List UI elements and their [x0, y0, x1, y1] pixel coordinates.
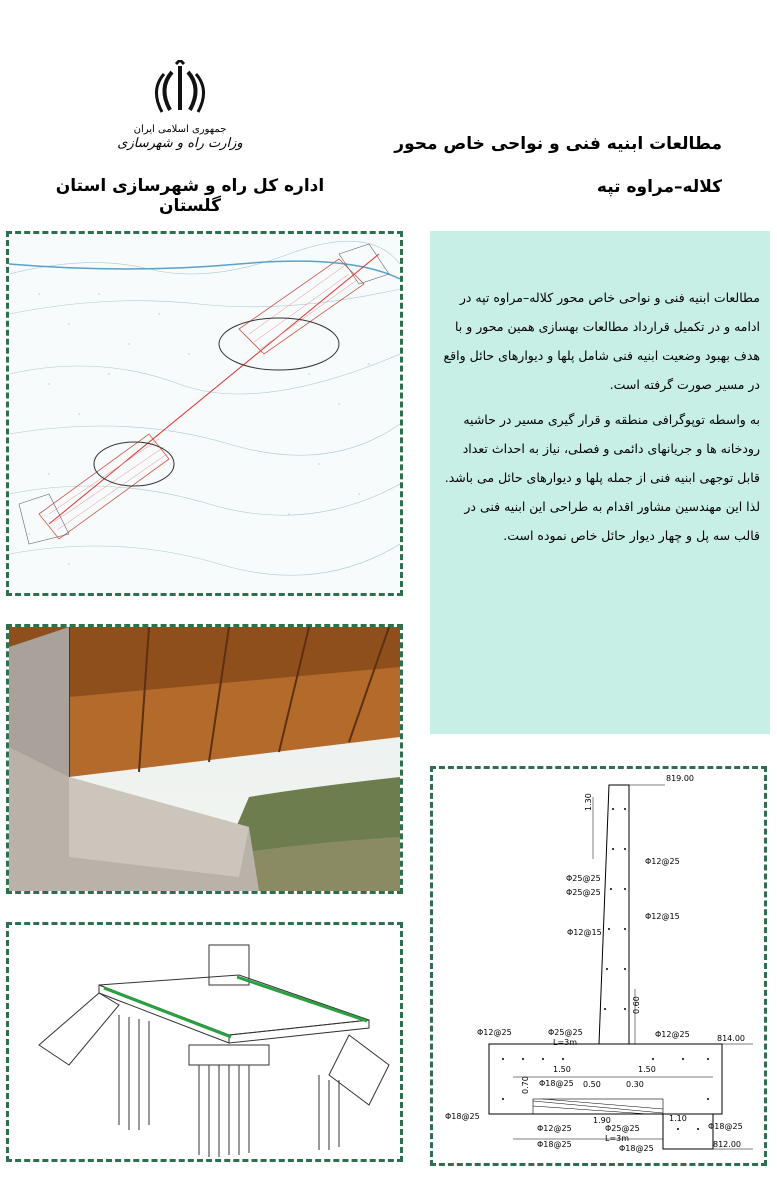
bridge-underside-photo-frame: [6, 624, 403, 894]
description-paragraph-1: مطالعات ابنیه فنی و نواحی خاص محور کلاله–مراوه تپه در ادامه و در تکمیل قرارداد مطالعات بهسازی همین محور و با هدف بهبود وضعیت ابنیه فنی شامل پلها و دیوارهای حائل واقع در مسیر صورت گرفته است.: [443, 290, 760, 392]
rebar-12a: Φ18@25: [537, 1140, 572, 1149]
rebar-1: Φ12@25: [645, 857, 680, 866]
elevation-mid: 814.00: [717, 1034, 745, 1043]
dim-190: 1.90: [593, 1116, 611, 1125]
emblem-caption-ministry: وزارت راه و شهرسازی: [117, 136, 243, 151]
rebar-11b: Φ18@25: [708, 1122, 743, 1131]
rebar-6: Φ25@25: [548, 1028, 583, 1037]
bridge-3d-model: [9, 925, 400, 1159]
description-paragraph-2: به واسطه توپوگرافی منطقه و قرار گیری مسیر در حاشیه رودخانه ها و جریانهای دائمی و فصلی، نیاز به احداث تعداد قابل توجهی ابنیه فنی از جمله پلها و دیوارهای حائل می باشد. لذا این مهندسین مشاور اقدام به طراحی این ابنیه فنی در قالب سه پل و چهار دیوار حائل خاص نموده است.: [444, 412, 760, 543]
project-title-line1: مطالعات ابنیه فنی و نواحی خاص محور: [394, 134, 722, 154]
rebar-9: Φ25@25: [605, 1124, 640, 1133]
rebar-5: Φ12@25: [655, 1030, 690, 1039]
dim-heel: 1.50: [638, 1065, 656, 1074]
route-plan-map-frame: [6, 231, 403, 596]
rebar-10: Φ18@25: [539, 1079, 574, 1088]
dim-stem-width: 0.60: [632, 996, 641, 1014]
bridge-underside-photo: [9, 627, 400, 891]
rebar-4a: Φ12@15: [567, 928, 602, 937]
emblem-caption-country: جمهوری اسلامی ایران: [133, 124, 227, 135]
organization-name: اداره کل راه و شهرسازی استان گلستان: [55, 176, 325, 216]
dim-030: 0.30: [626, 1080, 644, 1089]
rebar-11a: Φ18@25: [445, 1112, 480, 1121]
rebar-6-length: L=3m: [553, 1038, 578, 1047]
bridge-3d-model-frame: [6, 922, 403, 1162]
elevation-bottom: 812.00: [713, 1140, 741, 1149]
elevation-top: 819.00: [666, 774, 694, 783]
rebar-3: Φ25@25: [566, 888, 601, 897]
iran-emblem-icon: [150, 60, 210, 120]
rebar-4b: Φ12@15: [645, 912, 680, 921]
dim-050: 0.50: [583, 1080, 601, 1089]
project-title-line2: کلاله–مراوه تپه: [596, 177, 722, 197]
retaining-wall-section-frame: [430, 766, 767, 1166]
rebar-7: Φ12@25: [477, 1028, 512, 1037]
dim-toe: 1.50: [553, 1065, 571, 1074]
rebar-2: Φ25@25: [566, 874, 601, 883]
dim-stem-top: 1.30: [584, 793, 593, 811]
rebar-8: Φ12@25: [537, 1124, 572, 1133]
rebar-12b: Φ18@25: [619, 1144, 654, 1153]
dim-070: 0.70: [521, 1076, 530, 1094]
description-panel: [430, 231, 770, 734]
rebar-8-length: L=3m: [605, 1134, 630, 1143]
route-plan-map: [9, 234, 400, 593]
retaining-wall-section-drawing: [433, 769, 764, 1163]
dim-110: 1.10: [669, 1114, 687, 1123]
iran-emblem: [110, 60, 250, 175]
